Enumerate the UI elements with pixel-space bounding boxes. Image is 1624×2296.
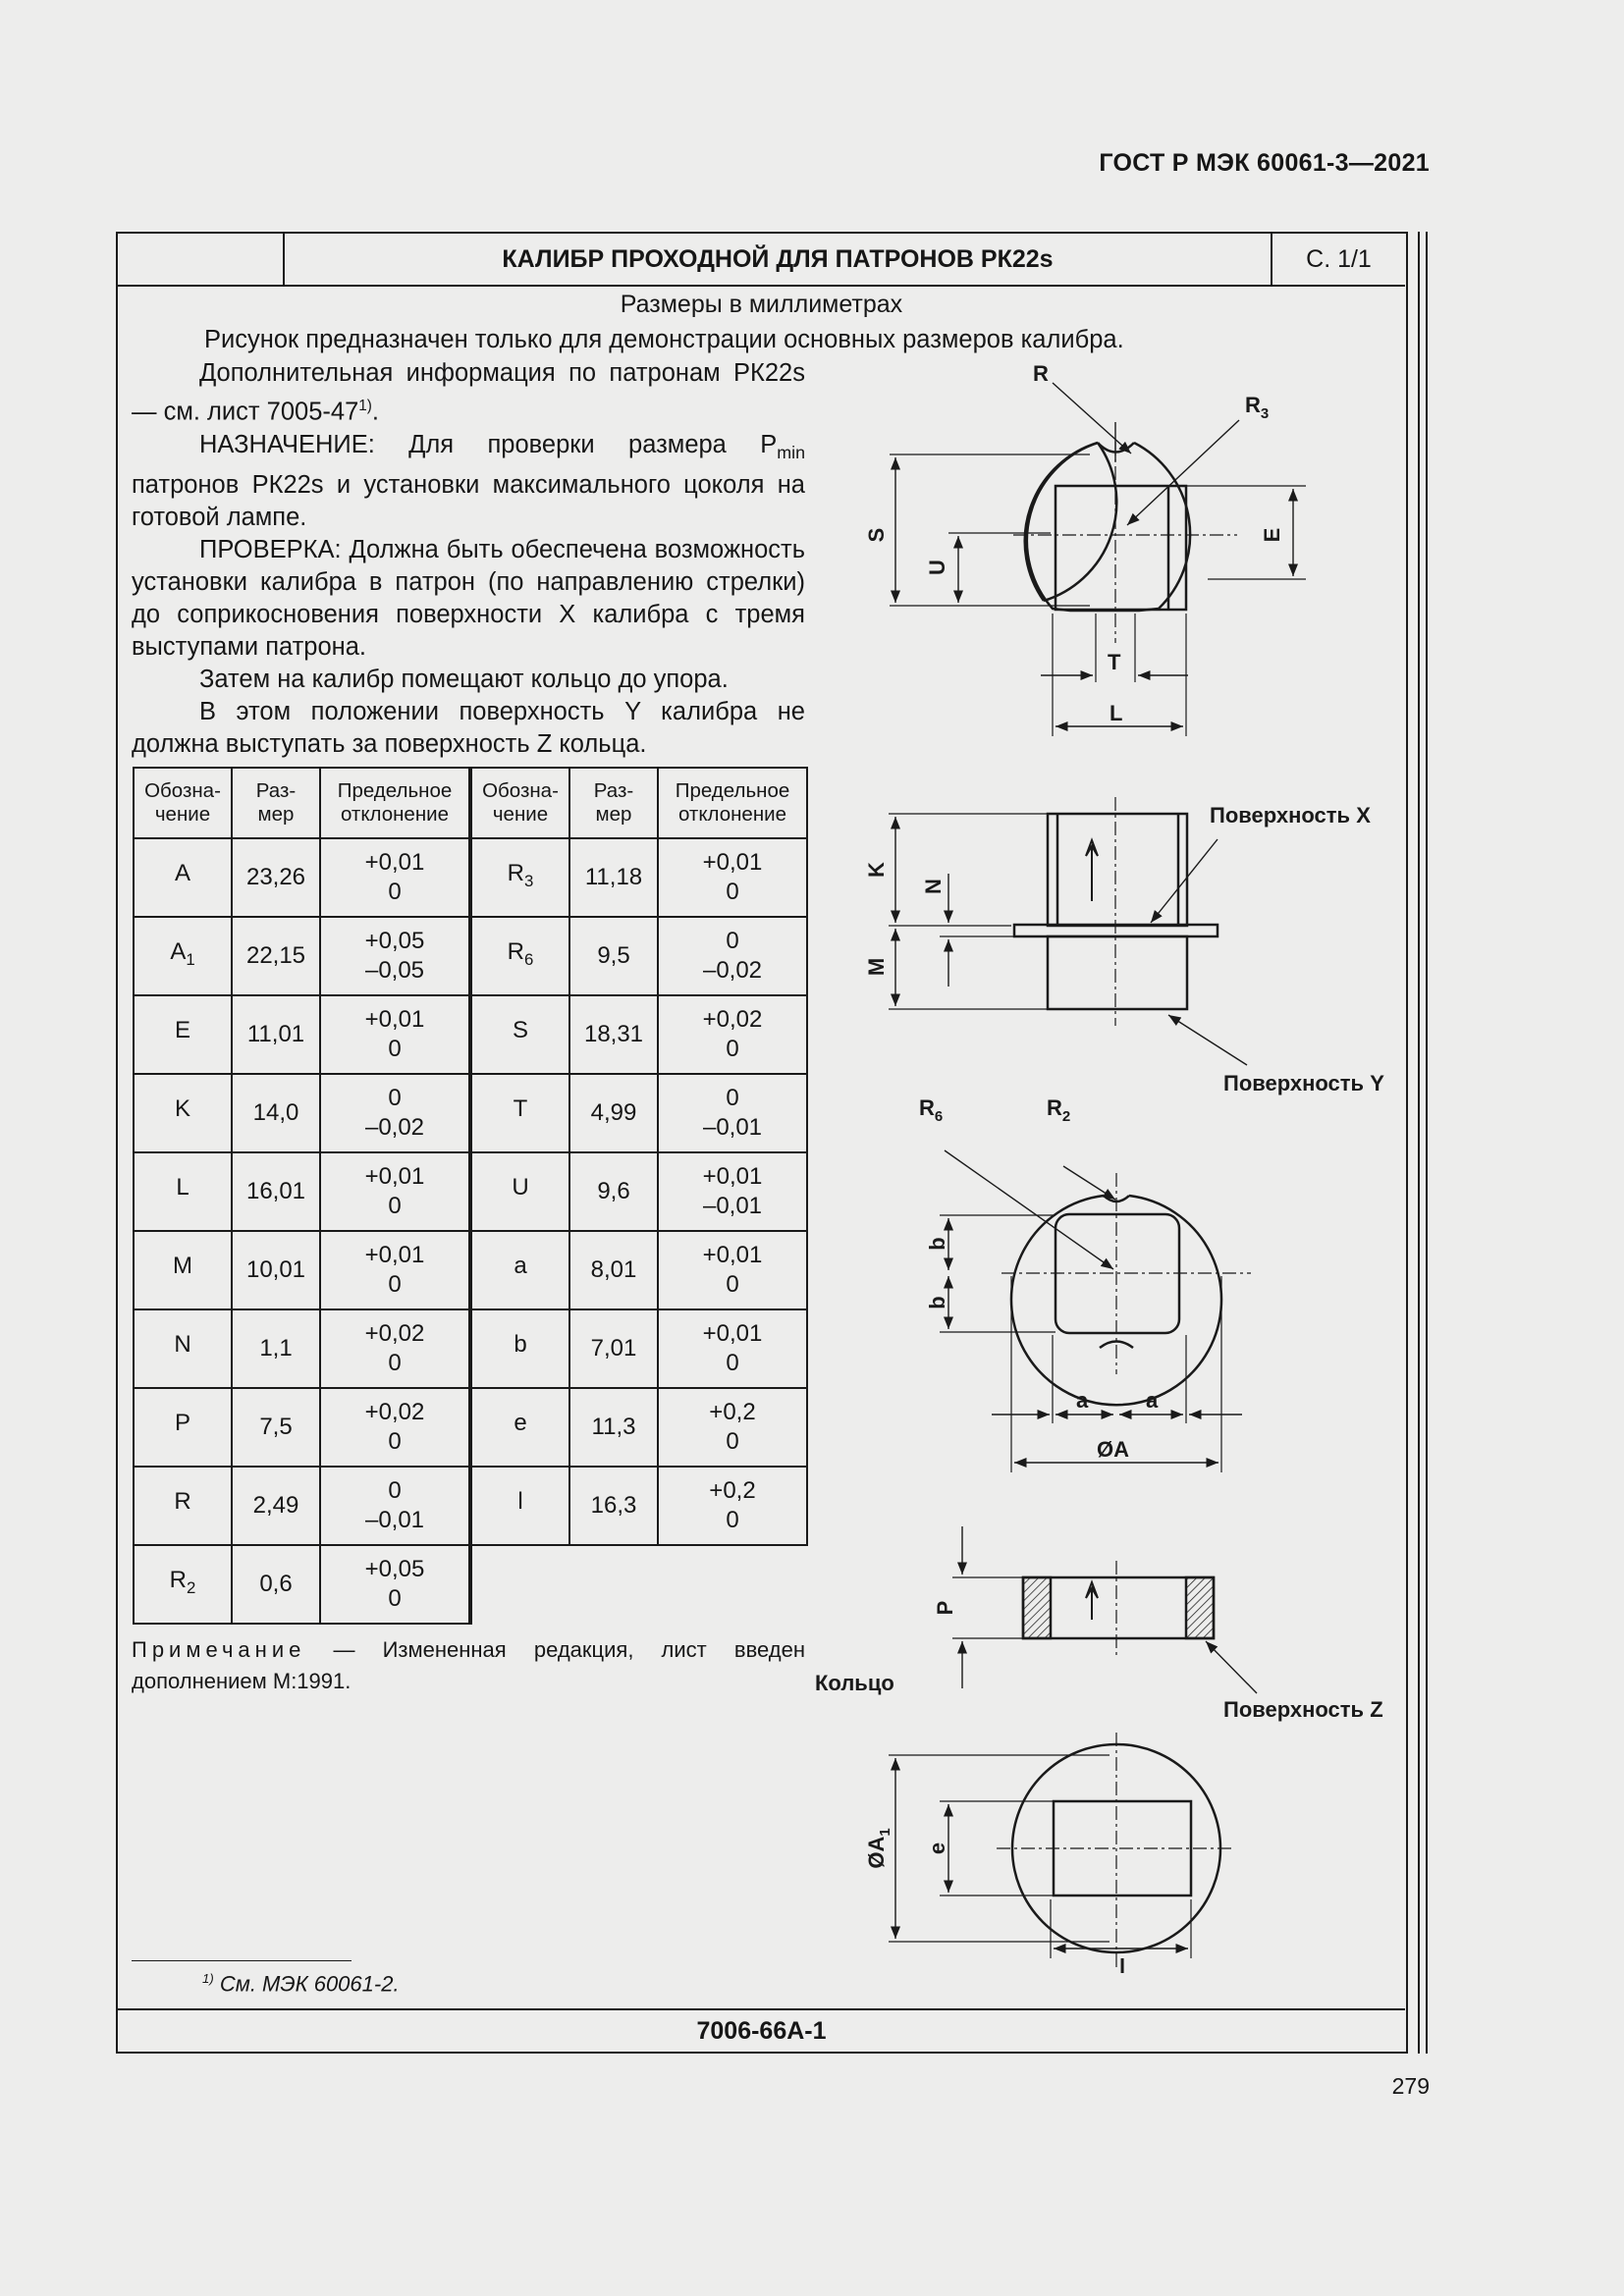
cell-tolerance: +0,01 0 bbox=[320, 1231, 470, 1309]
empty-cell bbox=[470, 1545, 569, 1624]
page-number: 279 bbox=[1391, 2073, 1430, 2099]
cell-symbol: l bbox=[470, 1467, 569, 1545]
label-R6: $R_6$ bbox=[919, 1095, 944, 1125]
label-K: K bbox=[864, 862, 889, 878]
cell-symbol: U bbox=[470, 1152, 569, 1231]
sheet-page-ref: С. 1/1 bbox=[1306, 245, 1372, 273]
label-R3: $R_3$ bbox=[1245, 393, 1270, 422]
cell-tolerance: +0,01 0 bbox=[658, 838, 807, 917]
info-paragraph: Дополнительная информация по патронам РК22s — см. лист 7005-47$^{1)}$. bbox=[132, 359, 805, 426]
cell-size: 1,1 bbox=[232, 1309, 320, 1388]
table-row bbox=[134, 1388, 807, 1467]
cell-size: 7,5 bbox=[232, 1388, 320, 1467]
note: Примечание — Измененная редакция, лист введен дополнением М:1991. bbox=[132, 1637, 805, 1693]
assignment-paragraph: НАЗНАЧЕНИЕ: Для проверки размера $P_{min}$ патронов РК22s и установки максимального цоколя на готовой лампе. bbox=[132, 430, 805, 531]
cell-size: 9,5 bbox=[569, 917, 658, 995]
col-header-size: Раз- мер bbox=[569, 768, 658, 838]
col-header-tolerance: Предельное отклонение bbox=[320, 768, 470, 838]
cell-symbol: T bbox=[470, 1074, 569, 1152]
label-surface-y: Поверхность Y bbox=[1223, 1071, 1384, 1095]
cell-tolerance: +0,02 0 bbox=[320, 1309, 470, 1388]
label-a-right: a bbox=[1146, 1388, 1159, 1413]
table-row bbox=[134, 1545, 807, 1624]
title-row bbox=[118, 234, 1405, 287]
cell-symbol: E bbox=[134, 995, 232, 1074]
cell-symbol: A bbox=[134, 838, 232, 917]
table-row bbox=[134, 1231, 807, 1309]
label-diameter-A1: $ØA_1$ bbox=[864, 1828, 893, 1869]
cell-size: 9,6 bbox=[569, 1152, 658, 1231]
cell-tolerance: +0,01 0 bbox=[320, 1152, 470, 1231]
label-E: E bbox=[1260, 527, 1284, 543]
cell-size: 11,3 bbox=[569, 1388, 658, 1467]
table-row bbox=[134, 838, 807, 917]
cell-symbol: L bbox=[134, 1152, 232, 1231]
col-header-symbol: Обозна- чение bbox=[134, 768, 232, 838]
cell-tolerance: 0 –0,02 bbox=[320, 1074, 470, 1152]
surface-paragraph: В этом положении поверхность Y калибра не должна выступать за поверхность Z кольца. bbox=[132, 697, 805, 758]
table-row bbox=[134, 917, 807, 995]
check-paragraph: ПРОВЕРКА: Должна быть обеспечена возможность установки калибра в патрон (по направлению стрелки) до соприкосновения поверхности X калибра с тремя выступами патрона. bbox=[132, 535, 805, 661]
cell-tolerance: +0,05 –0,05 bbox=[320, 917, 470, 995]
col-header-size: Раз- мер bbox=[232, 768, 320, 838]
cell-tolerance: +0,01 0 bbox=[658, 1231, 807, 1309]
cell-size: 23,26 bbox=[232, 838, 320, 917]
label-b-upper: b bbox=[925, 1237, 949, 1251]
cell-tolerance: +0,01 0 bbox=[658, 1309, 807, 1388]
cell-tolerance: 0 –0,01 bbox=[320, 1467, 470, 1545]
ring-paragraph: Затем на калибр помещают кольцо до упора. bbox=[199, 665, 729, 693]
cell-symbol: R bbox=[134, 1467, 232, 1545]
label-N: N bbox=[921, 879, 946, 894]
label-P: P bbox=[933, 1600, 957, 1616]
title-blank-cell bbox=[118, 234, 285, 285]
cell-size: 18,31 bbox=[569, 995, 658, 1074]
empty-cell bbox=[569, 1545, 658, 1624]
cell-symbol: a bbox=[470, 1231, 569, 1309]
dimensions-table bbox=[133, 767, 808, 1625]
col-header-tolerance: Предельное отклонение bbox=[658, 768, 807, 838]
label-R2: $R_2$ bbox=[1047, 1095, 1071, 1125]
label-e: e bbox=[925, 1842, 949, 1855]
cell-symbol: b bbox=[470, 1309, 569, 1388]
cell-size: 11,18 bbox=[569, 838, 658, 917]
cell-size: 4,99 bbox=[569, 1074, 658, 1152]
end-view bbox=[940, 1150, 1251, 1472]
table-row bbox=[134, 1074, 807, 1152]
label-ring: Кольцо bbox=[815, 1671, 894, 1695]
cell-size: 10,01 bbox=[232, 1231, 320, 1309]
cell-tolerance: +0,05 0 bbox=[320, 1545, 470, 1624]
cell-symbol: M bbox=[134, 1231, 232, 1309]
table-row bbox=[134, 1309, 807, 1388]
cell-symbol: $R_6$ bbox=[470, 917, 569, 995]
label-a-left: a bbox=[1076, 1388, 1089, 1413]
label-M: M bbox=[864, 957, 889, 977]
label-U: U bbox=[925, 560, 949, 575]
cell-symbol: e bbox=[470, 1388, 569, 1467]
cell-size: 0,6 bbox=[232, 1545, 320, 1624]
cell-tolerance: +0,01 0 bbox=[320, 838, 470, 917]
footnote: $^{1)}$ См. МЭК 60061-2. bbox=[202, 1971, 400, 1997]
cell-size: 22,15 bbox=[232, 917, 320, 995]
table-header-row bbox=[134, 768, 807, 838]
document-code: ГОСТ Р МЭК 60061-3—2021 bbox=[1099, 149, 1430, 177]
label-T: T bbox=[1108, 650, 1121, 674]
cell-symbol: $A_1$ bbox=[134, 917, 232, 995]
cell-tolerance: +0,02 0 bbox=[320, 1388, 470, 1467]
table-row bbox=[134, 1467, 807, 1545]
cell-size: 2,49 bbox=[232, 1467, 320, 1545]
cell-tolerance: +0,02 0 bbox=[658, 995, 807, 1074]
label-b-lower: b bbox=[925, 1296, 949, 1309]
cell-size: 11,01 bbox=[232, 995, 320, 1074]
ring-view bbox=[952, 1526, 1257, 1693]
label-surface-x: Поверхность X bbox=[1210, 803, 1371, 828]
cell-tolerance: 0 –0,01 bbox=[658, 1074, 807, 1152]
purpose-paragraph: Рисунок предназначен только для демонстрации основных размеров калибра. bbox=[204, 326, 1124, 353]
units-note: Размеры в миллиметрах bbox=[620, 291, 903, 318]
cell-size: 8,01 bbox=[569, 1231, 658, 1309]
table-row bbox=[134, 1152, 807, 1231]
cell-tolerance: +0,2 0 bbox=[658, 1467, 807, 1545]
cell-tolerance: +0,2 0 bbox=[658, 1388, 807, 1467]
label-S: S bbox=[864, 527, 889, 543]
label-L: L bbox=[1110, 701, 1123, 725]
label-R: R bbox=[1033, 361, 1049, 386]
footnote-rule bbox=[132, 1960, 352, 1961]
cell-symbol: N bbox=[134, 1309, 232, 1388]
sheet-number: 7006-66A-1 bbox=[118, 2008, 1405, 2052]
cell-symbol: $R_3$ bbox=[470, 838, 569, 917]
description-column bbox=[132, 357, 805, 761]
cell-symbol: K bbox=[134, 1074, 232, 1152]
cell-size: 14,0 bbox=[232, 1074, 320, 1152]
cell-symbol: S bbox=[470, 995, 569, 1074]
cell-tolerance: +0,01 0 bbox=[320, 995, 470, 1074]
label-surface-z: Поверхность Z bbox=[1223, 1697, 1383, 1722]
sheet-title: КАЛИБР ПРОХОДНОЙ ДЛЯ ПАТРОНОВ РК22s bbox=[285, 234, 1272, 285]
cell-symbol: P bbox=[134, 1388, 232, 1467]
frame-line bbox=[1426, 232, 1428, 2054]
cell-size: 16,01 bbox=[232, 1152, 320, 1231]
col-header-symbol: Обозна- чение bbox=[470, 768, 569, 838]
cell-tolerance: +0,01 –0,01 bbox=[658, 1152, 807, 1231]
table-row bbox=[134, 995, 807, 1074]
cell-size: 16,3 bbox=[569, 1467, 658, 1545]
frame-line bbox=[1418, 232, 1420, 2054]
gauge-drawing bbox=[785, 344, 1414, 1973]
cell-tolerance: 0 –0,02 bbox=[658, 917, 807, 995]
label-l: l bbox=[1119, 1954, 1126, 1973]
side-view bbox=[889, 797, 1247, 1065]
cell-symbol: $R_2$ bbox=[134, 1545, 232, 1624]
label-diameter-A: ØA bbox=[1097, 1437, 1129, 1462]
top-view bbox=[890, 383, 1306, 736]
cell-size: 7,01 bbox=[569, 1309, 658, 1388]
